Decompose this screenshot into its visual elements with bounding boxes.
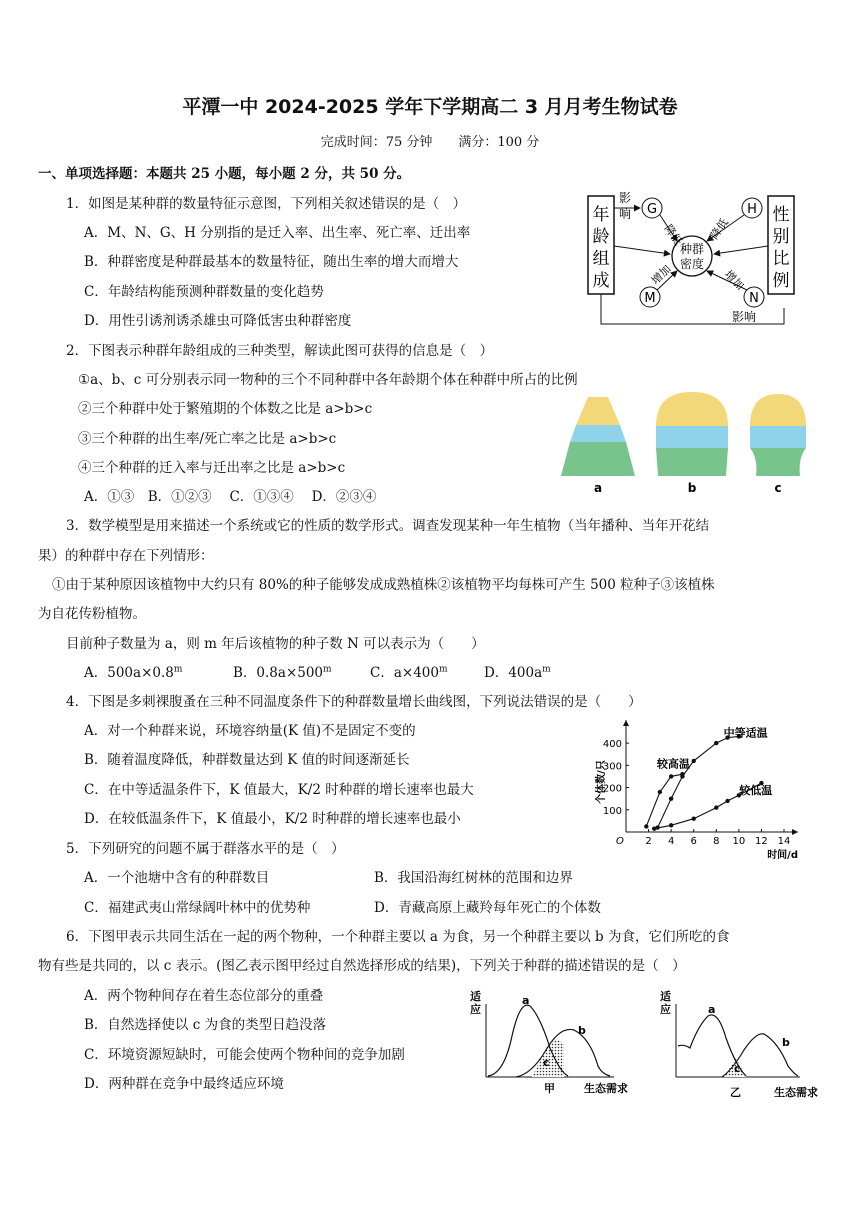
q5-option-d: D．青藏高原上藏羚每年死亡的个体数 xyxy=(374,900,601,916)
origin-label: O xyxy=(616,836,624,847)
y-axis-label: 个体数/只 xyxy=(596,760,607,804)
data-point xyxy=(669,796,673,800)
jia-xlabel: 生态需求 xyxy=(584,1082,628,1095)
q6-option-b: B．自然选择使以 c 为食的类型日趋没落 xyxy=(84,1017,327,1033)
label-a: a xyxy=(593,481,603,495)
q3-stem-4: 为自花传粉植物。 xyxy=(38,606,146,622)
label-m: M xyxy=(644,291,656,306)
population-features-diagram xyxy=(586,188,800,330)
x-tick-label: 2 xyxy=(645,836,652,847)
q3-option-d: D．$400a^m$ xyxy=(484,664,551,681)
label-b: b xyxy=(687,481,697,495)
q2-statement-3: ③三个种群的出生率/死亡率之比是 a>b>c xyxy=(78,431,337,447)
q3-option-a: A．$500a\times 0.8^m$ xyxy=(84,664,183,681)
q2-choices: A．①③ B．①②③ C．①③④ D．②③④ xyxy=(84,489,377,505)
data-point xyxy=(714,805,718,809)
jia-label-b: b xyxy=(578,1024,586,1037)
q4-option-b: B．随着温度降低，种群数量达到 K 值的时间逐渐延长 xyxy=(84,752,410,768)
q3-option-b: B．$0.8a\times 500^m$ xyxy=(233,664,332,681)
q2-statement-2: ②三个种群中处于繁殖期的个体数之比是 a>b>c xyxy=(78,401,373,417)
label-n: N xyxy=(749,291,759,306)
svg-text:性: 性 xyxy=(772,205,790,225)
influence-top-label-2: 响 xyxy=(619,207,632,221)
series-line-1 xyxy=(658,736,739,827)
data-point xyxy=(669,823,673,827)
svg-text:比: 比 xyxy=(772,249,790,269)
yi-label: 乙 xyxy=(730,1086,741,1099)
age-char-3: 组 xyxy=(592,249,610,269)
data-point xyxy=(669,774,673,778)
influence-bottom-label: 影响 xyxy=(732,310,757,324)
q3-stem-3: ①由于某种原因该植物中大约只有 80%的种子能够发成成熟植株②该植物平均每株可产生 500 粒种子③该植株 xyxy=(52,577,715,593)
q1-option-d: D．用性引诱剂诱杀雄虫可降低害虫种群密度 xyxy=(84,313,352,329)
pyramid-a-top xyxy=(576,397,620,425)
page-title: 平潭一中 2024-2025 学年下学期高二 3 月月考生物试卷 xyxy=(182,96,678,118)
yi-label-b: b xyxy=(782,1036,790,1049)
data-point xyxy=(692,816,696,820)
increase-label-1: 增加 xyxy=(648,262,674,288)
yi-label-c: c xyxy=(734,1062,741,1075)
q4-stem: 4．下图是多刺裸腹蚤在三种不同温度条件下的种群数量增长曲线图，下列说法错误的是（ ） xyxy=(66,694,642,710)
y-tick-label: 100 xyxy=(602,805,622,817)
y-tick-label: 400 xyxy=(602,739,622,751)
data-point xyxy=(680,774,684,778)
x-tick-label: 12 xyxy=(755,836,768,847)
q3-stem-5: 目前种子数量为 a，则 m 年后该植物的种子数 N 可以表示为（ ） xyxy=(66,636,485,652)
svg-text:例: 例 xyxy=(772,271,790,291)
q4-option-a: A．对一个种群来说，环境容纳量(K 值)不是固定不变的 xyxy=(84,723,416,739)
x-axis-arrow xyxy=(792,829,798,835)
q5-option-c: C．福建武夷山常绿阔叶林中的优势种 xyxy=(84,900,311,916)
q2-statement-1: ①a、b、c 可分别表示同一物种的三个不同种群中各年龄期个体在种群中所占的比例 xyxy=(78,372,578,388)
label-g: G xyxy=(646,202,658,217)
q4-option-d: D．在较低温条件下，K 值最小，K/2 时种群的增长速率也最小 xyxy=(84,811,461,827)
age-structure-figure xyxy=(558,392,816,496)
yi-label-a: a xyxy=(708,1003,716,1016)
q5-option-a: A．一个池塘中含有的种群数目 xyxy=(84,870,270,886)
q3-stem-1: 3．数学模型是用来描述一个系统或它的性质的数学形式。调查发现某种一年生植物（当年播种、当年开花结 xyxy=(66,518,710,534)
q5-option-b: B．我国沿海红树林的范围和边界 xyxy=(374,870,573,886)
svg-text:别: 别 xyxy=(772,227,790,247)
label-h: H xyxy=(747,202,757,217)
series-label: 较高温 xyxy=(656,757,690,771)
yi-ylabel-1: 适 xyxy=(660,990,671,1003)
center-label-2: 密度 xyxy=(679,257,705,271)
increase-label-2: 增加 xyxy=(721,267,747,293)
q4-option-c: C．在中等适温条件下，K 值最大，K/2 时种群的增长速率也最大 xyxy=(84,782,474,798)
jia-ylabel-2: 应 xyxy=(470,1003,481,1016)
y-tick-label: 200 xyxy=(602,783,622,795)
niche-overlap-figure xyxy=(464,986,836,1102)
q6-stem-1: 6．下图甲表示共同生活在一起的两个物种，一个种群主要以 a 为食，另一个种群主要以 b 为食，它们所吃的食 xyxy=(66,929,730,945)
data-point xyxy=(652,826,656,830)
series-label: 中等适温 xyxy=(723,726,768,740)
q2-statement-4: ④三个种群的迁入率与迁出率之比是 a>b>c xyxy=(78,460,346,476)
age-char-1: 年 xyxy=(592,205,610,225)
q3-option-c: C．$a\times 400^m$ xyxy=(370,664,448,681)
q6-option-c: C．环境资源短缺时，可能会使两个物种间的竞争加剧 xyxy=(84,1047,405,1063)
y-axis-arrow xyxy=(623,720,629,726)
q3-stem-2: 果）的种群中存在下列情形： xyxy=(38,548,214,564)
x-tick-label: 8 xyxy=(713,836,720,847)
q2-stem: 2．下图表示种群年龄组成的三种类型，解读此图可获得的信息是（ ） xyxy=(66,343,494,359)
q6-option-a: A．两个物种间存在着生态位部分的重叠 xyxy=(84,988,324,1004)
x-axis-label: 时间/d xyxy=(767,850,798,860)
q5-stem: 5．下列研究的问题不属于群落水平的是（ ） xyxy=(66,841,345,857)
q6-stem-2: 物有些是共同的，以 c 表示。(图乙表示图甲经过自然选择形成的结果)，下列关于种群的描述错误的是（ ） xyxy=(38,958,686,974)
x-tick-label: 10 xyxy=(732,836,746,847)
data-point xyxy=(725,799,729,803)
q1-option-b: B．种群密度是种群最基本的数量特征，随出生率的增大而增大 xyxy=(84,254,459,270)
label-c: c xyxy=(774,481,782,495)
yi-xlabel: 生态需求 xyxy=(774,1086,818,1099)
data-point xyxy=(714,741,718,745)
jia-label: 甲 xyxy=(544,1082,555,1095)
data-point xyxy=(644,824,648,828)
q6-option-d: D．两种群在竞争中最终适应环境 xyxy=(84,1076,284,1092)
q1-stem: 1．如图是某种群的数量特征示意图，下列相关叙述错误的是（ ） xyxy=(66,196,467,212)
data-point xyxy=(692,759,696,763)
series-label: 较低温 xyxy=(739,784,773,798)
q1-option-c: C．年龄结构能预测种群数量的变化趋势 xyxy=(84,284,324,300)
data-point xyxy=(658,790,662,794)
x-tick-label: 6 xyxy=(690,836,697,847)
decrease-label-1: 降低 xyxy=(661,222,685,248)
x-tick-label: 4 xyxy=(667,836,675,847)
series-line-0 xyxy=(646,774,682,826)
shape-b-top xyxy=(656,392,728,426)
shape-c-top xyxy=(750,394,806,426)
jia-label-a: a xyxy=(522,994,530,1007)
x-tick-label: 14 xyxy=(777,836,791,847)
age-char-4: 成 xyxy=(592,271,610,291)
yi-ylabel-2: 应 xyxy=(660,1003,671,1016)
q1-option-a: A．M、N、G、H 分别指的是迁入率、出生率、死亡率、迁出率 xyxy=(84,225,471,241)
center-label-1: 种群 xyxy=(679,242,705,256)
y-tick-label: 300 xyxy=(602,761,622,773)
influence-top-label-1: 影 xyxy=(619,191,632,205)
section-heading: 一、单项选择题：本题共 25 小题，每小题 2 分，共 50 分。 xyxy=(38,166,411,182)
jia-ylabel-1: 适 xyxy=(470,990,481,1003)
growth-curve-chart xyxy=(592,720,808,860)
exam-info: 完成时间：75 分钟 满分：100 分 xyxy=(320,135,540,150)
jia-label-c: c xyxy=(543,1056,550,1069)
age-char-2: 龄 xyxy=(592,227,610,247)
decrease-label-2: 降低 xyxy=(707,216,732,242)
